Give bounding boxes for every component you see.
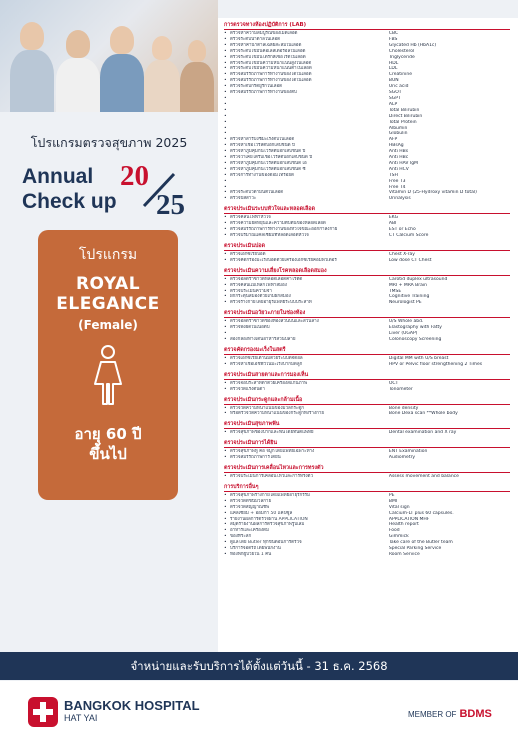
bullet-icon: •	[224, 48, 227, 54]
bullet-icon: •	[224, 137, 227, 143]
year-bottom: 25	[156, 189, 185, 221]
item-english: Direct Bilirubin	[388, 113, 423, 119]
bullet-icon: •	[224, 101, 227, 107]
list-item	[218, 474, 518, 480]
item-english: Anti HCV	[388, 166, 409, 172]
bullet-icon: •	[224, 361, 227, 367]
item-thai: ตรวจพังผืดในเนื้อตับ	[229, 325, 270, 331]
section-title: ตรวจประเมินกระดูกและกล้ามเนื้อ	[224, 396, 510, 405]
item-english: Bone density	[388, 405, 419, 411]
bullet-icon: •	[224, 257, 227, 263]
list-item	[218, 552, 518, 558]
item-english: HDL	[388, 60, 399, 66]
bullet-icon: •	[224, 504, 227, 510]
bullet-icon: •	[224, 552, 227, 557]
item-thai: ตรวจระดับวิตามินดีในเลือด	[229, 190, 284, 196]
item-english: ALP	[388, 101, 398, 107]
item-english: Carotid duplex ultrasound	[388, 276, 448, 282]
logo-branch: HAT YAI	[64, 713, 98, 723]
item-english: Food	[388, 528, 400, 534]
bullet-icon: •	[224, 492, 227, 498]
bullet-icon: •	[224, 276, 227, 282]
item-english: Gimmick	[388, 534, 409, 540]
card-name-line2: ELEGANCE	[56, 294, 160, 314]
bullet-icon: •	[224, 331, 227, 337]
item-english: Cognitive Training	[388, 294, 430, 300]
item-english: Total Bilirubin	[388, 107, 420, 113]
annual-line1: Annual	[22, 165, 94, 188]
bullet-icon: •	[224, 78, 227, 84]
item-english: CT Calcium Score	[388, 233, 429, 238]
bullet-icon: •	[224, 546, 227, 552]
bullet-icon: •	[224, 215, 227, 221]
item-english: BMI	[388, 498, 398, 504]
family-photo	[0, 0, 218, 112]
bullet-icon: •	[224, 405, 227, 411]
item-english: Liver (UGAP)	[388, 331, 418, 337]
item-thai: รายงานผลการตรวจผ่าน APPLICATION	[229, 516, 308, 522]
item-thai: ตรวจสุขภาพหู คอ จมูกโดยแพทย์เฉพาะทาง	[229, 449, 315, 455]
item-english: PE	[388, 492, 395, 498]
section-title: ตรวจประเมินปอด	[224, 242, 510, 251]
list-item	[218, 362, 518, 368]
bullet-icon: •	[224, 31, 227, 36]
card-age-line1: อายุ 60 ปี	[74, 425, 142, 443]
list-item	[218, 337, 518, 343]
item-thai: ตรวจการทำงานของต่อมไทรอยด์	[229, 172, 294, 178]
item-english: Digital MM with U/S breast	[388, 355, 449, 361]
item-thai: ตรวจวัดสัญญาณชีพ	[229, 504, 270, 510]
bullet-icon: •	[224, 196, 227, 202]
list-item	[218, 411, 518, 417]
bullet-icon: •	[224, 288, 227, 294]
item-thai: ตรวจวัดความหนาแน่นของมวลกระดูก	[229, 405, 304, 411]
item-english: SGPT	[388, 95, 401, 101]
section-title: การตรวจทางห้องปฏิบัติการ (LAB)	[224, 21, 510, 30]
item-thai: ตรวจหาเชื้อเอชพีวีในมะเร็งปากมดลูก	[229, 361, 303, 367]
annual-line2: Check up	[22, 190, 117, 213]
item-english: Colonoscopy Screening	[388, 336, 442, 342]
item-thai: ตรวจสมรรถภาพการได้ยิน	[229, 455, 281, 461]
item-english: Free T4	[388, 184, 406, 190]
item-english: Audiometry	[388, 455, 416, 461]
item-thai: ตรวจคัดกรองมะเร็งปอดด้วยเครื่องเอกซเรย์คอมพิวเตอร์	[229, 257, 337, 263]
item-english: Calcium-LT plus 60 capsules.	[388, 510, 454, 516]
item-english: Creatinine	[388, 72, 413, 78]
item-thai: สมุดรายงานผลการตรวจสุขภาพรูปเล่ม	[229, 522, 305, 528]
item-english: Vital sign	[388, 504, 410, 510]
item-english: Albumin	[388, 125, 408, 131]
list-item	[218, 300, 518, 306]
bullet-icon: •	[224, 119, 227, 125]
item-thai: ตรวจสุขภาพร่างกายโดยแพทย์อายุรกรรม	[229, 492, 311, 498]
section-title: ตรวจประเมินอวัยวะภายในช่องท้อง	[224, 309, 510, 318]
item-thai: ของที่ระลึก	[229, 534, 252, 540]
item-english: Low dose CT Chest	[388, 257, 432, 263]
item-english: Glycated Hb (HbA1c)	[388, 42, 437, 48]
item-thai: ตรวจคลื่นแม่เหล็กไฟฟ้าสมอง	[229, 282, 287, 288]
left-panel	[0, 0, 218, 680]
item-english: APPLICATION MHF	[388, 516, 430, 522]
item-english: Assess movement and balance	[388, 474, 459, 480]
bullet-icon: •	[224, 178, 227, 184]
item-english: U/S Whole abd.	[388, 319, 424, 325]
list-item	[218, 233, 518, 239]
item-english: Room Service	[388, 552, 420, 557]
item-thai: ตรวจเอกซเรย์ปอด	[229, 251, 266, 257]
item-english: Special Parking Service	[388, 546, 442, 552]
item-thai: ตรวจหาความสมบูรณ์ของเม็ดเลือด	[229, 31, 298, 36]
bullet-icon: •	[224, 36, 227, 42]
bullet-icon: •	[224, 42, 227, 48]
list-item	[218, 387, 518, 393]
year-top: 20	[120, 160, 149, 192]
item-thai: ตรวจความยืดหยุ่นและความตีบตันของหลอดเลือด	[229, 221, 326, 227]
item-thai: ตรวจจอประสาทตาด้วยเครื่องสแกนภาพ	[229, 380, 308, 386]
bullet-icon: •	[224, 522, 227, 528]
bullet-icon: •	[224, 131, 227, 137]
item-english: Vitamin D (25-Hydroxy vitamin D total)	[388, 190, 477, 196]
item-thai: อาหารและเครื่องดื่ม	[229, 528, 269, 534]
bullet-icon: •	[224, 528, 227, 534]
card-age	[38, 424, 178, 464]
item-english: EST or Echo	[388, 227, 416, 233]
bullet-icon: •	[224, 90, 227, 96]
item-english: ABI	[388, 221, 397, 227]
item-thai: ตรวจระดับไขมันความหนาแน่นต่ำในเลือด	[229, 66, 312, 72]
list-item	[218, 455, 518, 461]
item-thai: หรือตรวจวัดความหนาแน่นของกระดูกทั้งร่างกาย	[229, 411, 325, 417]
bullet-icon: •	[224, 319, 227, 325]
item-english: Health report	[388, 522, 419, 528]
item-english: Dental examination and X ray	[388, 430, 457, 436]
item-thai: บริการจอดรถโดยพนักงาน	[229, 546, 281, 552]
item-english: Tonometer	[388, 386, 413, 392]
item-english: HPV or Pelvic floor strengthening 2 Times	[388, 361, 483, 367]
item-thai: แคลเซียม + ออมก้า 50 แคปซูล	[229, 510, 293, 516]
item-thai: ตรวจเอกซเรย์เต้านมด้วยระบบดิจิตอล	[229, 355, 303, 361]
item-thai: ฝึกกระตุ้นสมองด้วยเกมฝึกสมอง	[229, 294, 291, 300]
section-title: ตรวจประเมินสุขภาพฟัน	[224, 420, 510, 429]
bullet-icon: •	[224, 125, 227, 131]
annual-checkup-heading	[22, 164, 117, 214]
bullet-icon: •	[224, 516, 227, 522]
item-thai: ตรวจวัดแรงดันตา	[229, 386, 265, 392]
item-thai: ตรวจระดับไขมันความหนาแน่นสูงในเลือด	[229, 60, 312, 66]
item-english: ENT Examination	[388, 449, 428, 455]
item-thai: ตรวจระดับไขมันไตรกลีเซอไรด์ในเลือด	[229, 54, 306, 60]
item-thai: ตรวจว่าเคยได้รับเชื้อไวรัสตับอักเสบชนิด บี	[229, 155, 313, 161]
bullet-icon: •	[224, 325, 227, 331]
item-english: Total Protein	[388, 119, 417, 125]
item-english: Globulin	[388, 131, 408, 137]
item-english: Triglyceride	[388, 54, 415, 60]
bullet-icon: •	[224, 233, 227, 238]
item-english: Anti HBc	[388, 155, 409, 161]
bullet-icon: •	[224, 300, 227, 306]
card-gender: (Female)	[78, 318, 138, 332]
section-title: ตรวจประเมินสายตาและการมองเห็น	[224, 371, 510, 380]
item-english: TMSE	[388, 288, 402, 294]
item-english: Anti HBs	[388, 149, 409, 155]
program-title: โปรแกรมตรวจสุขภาพ 2025	[30, 135, 188, 150]
item-english: CBC	[388, 31, 399, 36]
item-thai: ตรวจระดับกรดยูริกในเลือด	[229, 84, 283, 90]
bullet-icon: •	[224, 449, 227, 455]
section-title: ตรวจประเมินระบบหัวใจและหลอดเลือด	[224, 205, 510, 214]
bullet-icon: •	[224, 282, 227, 288]
bullet-icon: •	[224, 474, 227, 480]
item-thai: ตรวจประเมินความจำ	[229, 288, 272, 294]
list-item	[218, 430, 518, 436]
item-thai: ตรวจสมรรถภาพการทำงานของหัวใจขณะออกกำลังกาย	[229, 227, 338, 233]
item-english: Elastography with Fatty	[388, 325, 442, 331]
sale-banner: จำหน่ายและรับบริการได้ตั้งแต่วันนี้ - 31 ธ.ค. 2568	[0, 652, 518, 680]
bullet-icon: •	[224, 498, 227, 504]
bullet-icon: •	[224, 113, 227, 119]
bullet-icon: •	[224, 227, 227, 233]
item-english: EKG	[388, 215, 399, 221]
item-thai: ตรวจหาภูมิคุ้มกันไวรัสตับอักเสบชนิด บี	[229, 149, 306, 155]
bullet-icon: •	[224, 166, 227, 172]
member-brand: BDMS	[459, 708, 492, 720]
section-title: ตรวจคัดกรองมะเร็งในสตรี	[224, 346, 510, 355]
item-thai: ตรวจอัลตร้าซาวด์หลอดเลือดคาโรติด	[229, 276, 303, 282]
hospital-logo	[28, 697, 200, 727]
card-name-line1: ROYAL	[75, 274, 141, 294]
bullet-icon: •	[224, 155, 227, 161]
item-english: Bone Dexa scan **Whole body	[388, 411, 458, 417]
bullet-icon: •	[224, 251, 227, 257]
section-title: ตรวจประเมินความเสี่ยงโรคหลอดเลือดสมอง	[224, 267, 510, 276]
item-thai: ตรวจสุขภาพช่องปากและฟันโดยทันตแพทย์	[229, 430, 314, 436]
bullet-icon: •	[224, 184, 227, 190]
bullet-icon: •	[224, 455, 227, 461]
bullet-icon: •	[224, 54, 227, 60]
bullet-icon: •	[224, 160, 227, 166]
item-thai: ตรวจสมรรถภาพการทำงานของตับ	[229, 90, 297, 96]
item-thai: ตรวจปริมาณแคลเซียมที่หลอดเลือดหัวใจ	[229, 233, 309, 238]
item-english: Cholesterol	[388, 48, 415, 54]
item-thai: ตรวจร่างกายโดยอายุรแพทย์ระบบประสาท	[229, 300, 312, 306]
bullet-icon: •	[224, 386, 227, 392]
item-thai: ตรวจสมรรถภาพการทำงานของไตในเลือด	[229, 72, 312, 78]
item-english: Uric acid	[388, 84, 409, 90]
item-thai: ตรวจปัสสาวะ	[229, 196, 257, 202]
bullet-icon: •	[224, 143, 227, 149]
item-thai: ตรวจหาค่าน้ำตาลเฉลี่ยสะสมในเลือด	[229, 42, 302, 48]
section-title: การบริการอื่นๆ	[224, 483, 510, 492]
logo-name: BANGKOK HOSPITAL	[64, 698, 200, 713]
member-prefix: MEMBER OF	[408, 709, 457, 719]
bullet-icon: •	[224, 430, 227, 436]
item-english: Anti HAV IgM	[388, 160, 418, 166]
item-thai: ตรวจหาสารบ่งชี้มะเร็งตับในเลือด	[229, 137, 295, 143]
list-item	[218, 258, 518, 264]
checkup-list	[218, 18, 518, 660]
item-thai: ตรวจระดับไขมันคอเลสเตอรอลในเลือด	[229, 48, 306, 54]
item-english: MRI + MRA Brain	[388, 282, 427, 288]
item-english: HBsAg	[388, 143, 404, 149]
program-card	[38, 230, 178, 500]
bullet-icon: •	[224, 534, 227, 540]
card-program-label: โปรแกรม	[78, 247, 138, 263]
item-thai: ตรวจหาภูมิคุ้มกันไวรัสตับอักเสบชนิด เอ	[229, 160, 307, 166]
list-item	[218, 196, 518, 202]
item-thai: ตรวจสมรรถภาพการทำงานของไตในเลือด	[229, 78, 312, 84]
bullet-icon: •	[224, 540, 227, 546]
bullet-icon: •	[224, 221, 227, 227]
bullet-icon: •	[224, 294, 227, 300]
bullet-icon: •	[224, 172, 227, 178]
item-thai: ตรวจระดับน้ำตาลในเลือด	[229, 36, 281, 42]
item-english: OCT	[388, 380, 399, 386]
item-english: BUN	[388, 78, 399, 84]
item-english: AFP	[388, 137, 398, 143]
bullet-icon: •	[224, 411, 227, 417]
item-english: Neurologist PE	[388, 300, 422, 306]
item-thai: ตรวจหาเชื้อไวรัสตับอักเสบชนิด บี	[229, 143, 295, 149]
bullet-icon: •	[224, 510, 227, 516]
item-thai: ดูแลโดย Butler ทุกขั้นตอนการตรวจ	[229, 540, 302, 546]
bullet-icon: •	[224, 72, 227, 78]
item-english: Urinalysis	[388, 196, 411, 202]
member-of	[408, 708, 492, 720]
bullet-icon: •	[224, 380, 227, 386]
item-thai: ตรวจประเมินการเคลื่อนไหวและการทรงตัว	[229, 474, 314, 480]
bullet-icon: •	[224, 336, 227, 342]
bullet-icon: •	[224, 149, 227, 155]
item-thai: ตรวจวัดดัชนีมวลกาย	[229, 498, 272, 504]
section-title: ตรวจประเมินการได้ยิน	[224, 439, 510, 448]
hospital-cross-icon	[28, 697, 58, 727]
bullet-icon: •	[224, 66, 227, 72]
item-english: SGOT	[388, 90, 402, 96]
bullet-icon: •	[224, 107, 227, 113]
female-icon	[88, 344, 128, 408]
bullet-icon: •	[224, 84, 227, 90]
item-english: TSH	[388, 172, 398, 178]
bullet-icon: •	[224, 95, 227, 101]
bullet-icon: •	[224, 190, 227, 196]
item-thai: ตรวจหาภูมิคุ้มกันไวรัสตับอักเสบชนิด ซี	[229, 166, 306, 172]
card-age-line2: ขึ้นไป	[89, 445, 127, 463]
bullet-icon: •	[224, 60, 227, 66]
item-english: LDL	[388, 66, 398, 72]
item-english: Free T3	[388, 178, 406, 184]
bullet-icon: •	[224, 355, 227, 361]
item-thai: ห้องพักผู้ป่วยใน 1 คืน	[229, 552, 272, 557]
item-english: FBS	[388, 36, 398, 42]
item-thai: ตรวจคลื่นไฟฟ้าหัวใจ	[229, 215, 271, 221]
item-english: Take care of the Butler team	[388, 540, 453, 546]
section-title: ตรวจประเมินการเคลื่อนไหวและการทรงตัว	[224, 464, 510, 473]
item-thai: ตรวจอัลตร้าซาวด์ช่องท้องส่วนบนและส่วนล่าง	[229, 319, 319, 325]
item-english: Chest X-ray	[388, 251, 415, 257]
item-thai: ส่องกล้องทางเดินอาหารส่วนปลาย	[229, 336, 296, 342]
